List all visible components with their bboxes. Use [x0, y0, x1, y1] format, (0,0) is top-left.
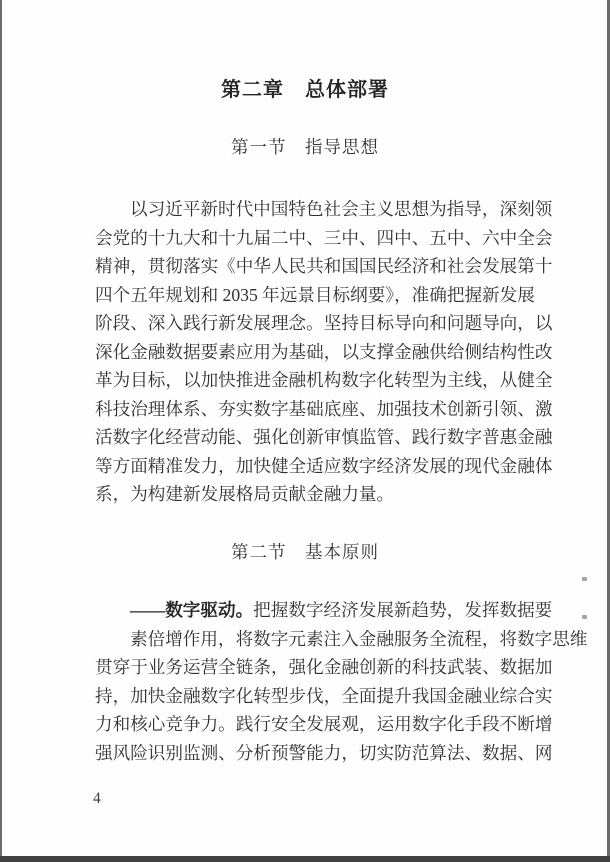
text-line: 四个五年规划和 2035 年远景目标纲要》，准确把握新发展 [95, 284, 535, 305]
text-line: 科技治理体系、夯实数字基础底座、加强技术创新引领、激 [95, 398, 553, 419]
text-line: 系，为构建新发展格局贡献金融力量。 [95, 484, 395, 504]
paragraph-guiding-ideology [95, 195, 553, 509]
text-line: 会党的十九大和十九届二中、三中、四中、五中、六中全会 [95, 227, 553, 248]
text-line: 力和核心竞争力。践行安全发展观，运用数字化手段不断增 [95, 714, 553, 734]
text-line [95, 596, 553, 625]
text-line: 贯穿于业务运营全链条，强化金融创新的科技武装、数据加 [95, 657, 553, 677]
text-line: 以习近平新时代中国特色社会主义思想为指导，深刻领 [130, 199, 553, 219]
paragraph-digital-drive [95, 596, 588, 767]
paragraph-digital-drive-rest [95, 625, 588, 768]
scan-smudge [582, 615, 587, 619]
text-line: 精神，贯彻落实《中华人民共和国国民经济和社会发展第十 [95, 256, 553, 276]
text-line: 素倍增作用，将数字元素注入金融服务全流程，将数字思维 [130, 628, 588, 649]
scan-edge-bottom [0, 856, 610, 862]
principle-name-digital-drive: ——数字驱动。 [130, 600, 254, 620]
text-line: 持，加快金融数字化转型步伐，全面提升我国金融业综合实 [95, 685, 553, 706]
chapter-title: 第二章 总体部署 [221, 79, 389, 101]
text-line: 等方面精准发力，加快健全适应数字经济发展的现代金融体 [95, 455, 553, 476]
section-title-basic-principles: 第二节 基本原则 [231, 542, 379, 562]
page-number: 4 [93, 790, 101, 807]
text-line: 阶段、深入践行新发展理念。坚持目标导向和问题导向，以 [95, 313, 553, 333]
text-line: 强风险识别监测、分析预警能力，切实防范算法、数据、网 [95, 742, 553, 763]
scan-smudge [582, 577, 587, 581]
scan-edge-left [0, 0, 2, 862]
text-line: 活数字化经营动能、强化创新审慎监管、践行数字普惠金融 [95, 427, 553, 447]
text-line: 深化金融数据要素应用为基础，以支撑金融供给侧结构性改 [95, 341, 553, 362]
text-line-rest: 把握数字经济发展新趋势，发挥数据要 [253, 600, 553, 620]
text-line: 革为目标，以加快推进金融机构数字化转型为主线，从健全 [95, 370, 553, 390]
section-title-guiding-ideology: 第一节 指导思想 [231, 137, 379, 157]
